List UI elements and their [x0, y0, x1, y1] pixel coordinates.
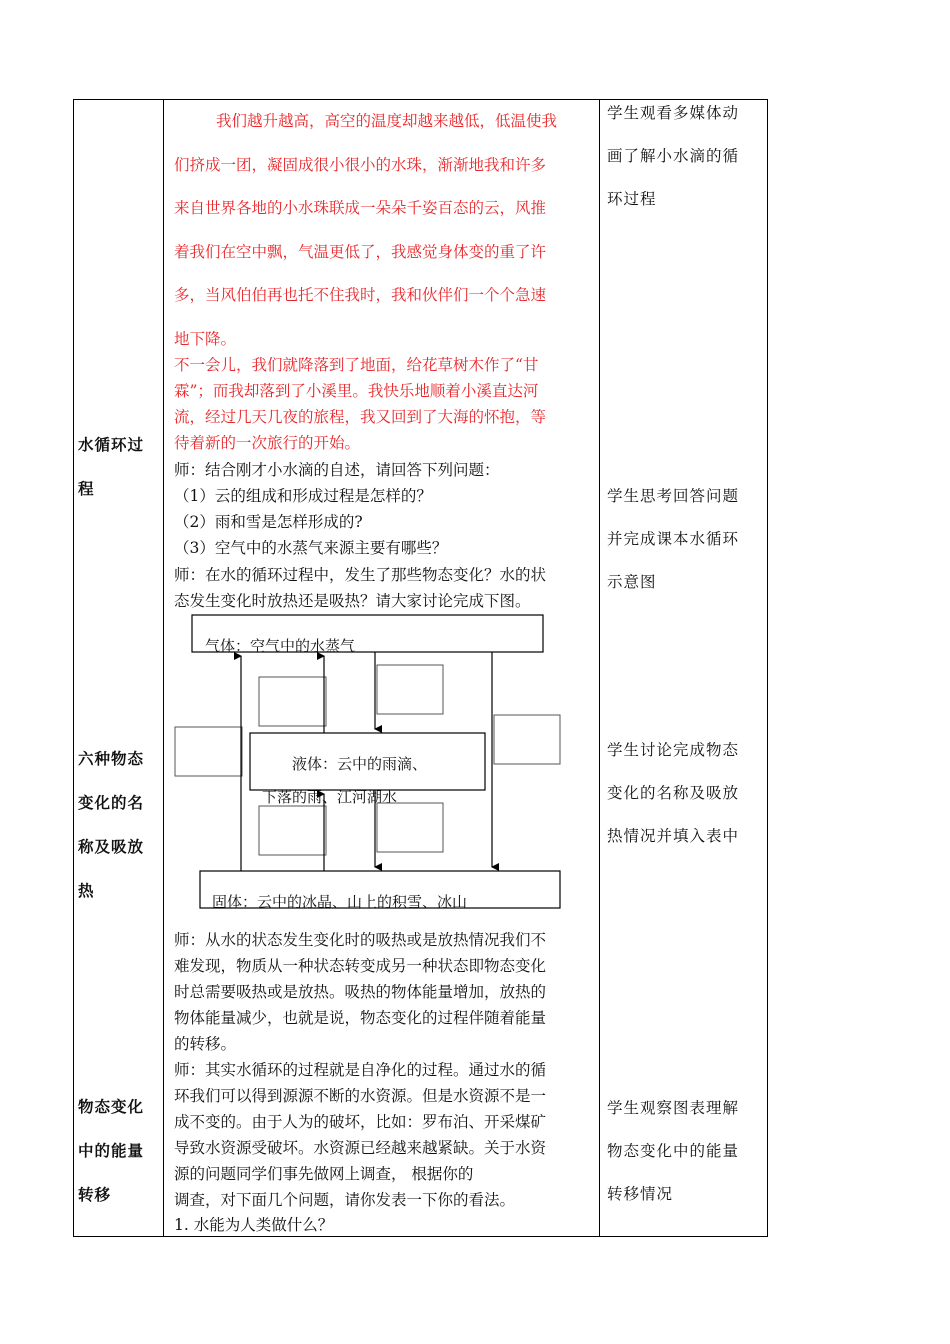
answer-blank-box	[377, 665, 443, 714]
answer-blank-box	[259, 806, 326, 855]
text-line: 成不变的。由于人为的破坏，比如：罗布泊、开采煤矿	[174, 1113, 547, 1131]
gas-label: 气体：空气中的水蒸气	[205, 637, 356, 655]
label-energy-transfer	[78, 1085, 162, 1217]
note-line: 学生观察图表理解	[607, 1099, 740, 1117]
question-2: （2）雨和雪是怎样形成的?	[174, 513, 363, 531]
text-line: 态发生变化时放热还是吸热？请大家讨论完成下图。	[174, 592, 531, 610]
table-column-divider-2	[599, 99, 600, 1237]
text-line: 环我们可以得到源源不断的水资源。但是水资源不是一	[174, 1087, 547, 1105]
story-line: 霖”；而我却落到了小溪里。我快乐地顺着小溪直达河	[174, 382, 539, 400]
note-line: 环过程	[607, 190, 657, 208]
label-line: 六种物态	[78, 749, 145, 768]
story-line: 们挤成一团，凝固成很小很小的水珠，渐渐地我和许多	[174, 155, 547, 174]
story-line: 流，经过几天几夜的旅程，我又回到了大海的怀抱，等	[174, 408, 547, 426]
label-line: 称及吸放	[78, 837, 145, 856]
story-line: 待着新的一次旅行的开始。	[174, 434, 361, 452]
table-border-right	[767, 99, 768, 1237]
story-line: 来自世界各地的小水珠联成一朵朵千姿百态的云，风推	[174, 199, 547, 217]
liquid-label-line-2: 下落的雨、江河湖水	[262, 788, 398, 806]
table-column-divider-1	[163, 99, 164, 1237]
answer-blank-box	[377, 803, 443, 852]
label-line: 中的能量	[78, 1141, 145, 1160]
teacher-resource	[174, 1057, 594, 1213]
text-line: 调查，对下面几个问题，请你发表一下你的看法。	[174, 1191, 516, 1209]
label-water-cycle	[78, 423, 162, 511]
solid-label: 固体：云中的冰晶、山上的积雪、冰山	[212, 893, 468, 911]
question-item-1: 1. 水能为人类做什么？	[174, 1216, 334, 1234]
story-line: 我们越升越高，高空的温度却越来越低，低温使我	[216, 112, 558, 130]
text-line: 的转移。	[174, 1035, 237, 1053]
label-line: 变化的名	[78, 793, 145, 812]
story-line: 多，当风伯伯再也托不住我时，我和伙伴们一个个急速	[174, 286, 547, 304]
story-paragraph-2	[174, 352, 594, 456]
note-line: 画了解小水滴的循	[607, 147, 740, 165]
text-line: 师：在水的循环过程中，发生了那些物态变化？水的状	[174, 566, 547, 584]
teacher-summary	[174, 927, 594, 1057]
story-line: 地下降。	[174, 329, 237, 348]
note-line: 学生思考回答问题	[607, 487, 740, 505]
label-line: 转移	[78, 1185, 112, 1204]
label-line: 热	[78, 881, 95, 900]
student-note-4	[607, 1087, 763, 1216]
text-line: 师：从水的状态发生变化时的吸热或是放热情况我们不	[174, 931, 547, 949]
gas-box	[192, 615, 543, 652]
answer-blank-box	[259, 677, 326, 726]
text-line: 难发现，物质从一种状态转变成另一种状态即物态变化	[174, 957, 547, 975]
student-note-1	[607, 92, 763, 221]
answer-blank-box	[494, 715, 560, 764]
note-line: 热情况并填入表中	[607, 827, 740, 845]
note-line: 转移情况	[607, 1185, 674, 1203]
note-line: 示意图	[607, 573, 657, 591]
story-line: 不一会儿，我们就降落到了地面，给花草树木作了“甘	[174, 356, 539, 374]
label-six-changes	[78, 737, 162, 913]
label-line: 程	[78, 479, 95, 498]
question-1: （1）云的组成和形成过程是怎样的？	[174, 487, 432, 505]
teacher-discuss	[174, 562, 594, 614]
table-border-left	[73, 99, 74, 1237]
student-note-3	[607, 729, 763, 858]
note-line: 并完成课本水循环	[607, 530, 740, 548]
text-line: 物体能量减少，也就是说，物态变化的过程伴随着能量	[174, 1009, 547, 1027]
text-line: 源的问题同学们事先做网上调查， 根据你的	[174, 1165, 474, 1183]
question-3: （3）空气中的水蒸气来源主要有哪些？	[174, 539, 448, 557]
text-line: 师：其实水循环的过程就是自净化的过程。通过水的循	[174, 1061, 547, 1079]
note-line: 学生观看多媒体动	[607, 104, 740, 122]
story-paragraph-1	[174, 100, 594, 361]
text-line: 时总需要吸热或是放热。吸热的物体能量增加，放热的	[174, 983, 547, 1001]
label-line: 物态变化	[78, 1097, 145, 1116]
liquid-label-line-1: 液体：云中的雨滴、	[292, 755, 428, 773]
liquid-box	[250, 733, 485, 790]
note-line: 变化的名称及吸放	[607, 784, 740, 802]
text-line: 导致水资源受破坏。水资源已经越来越紧缺。关于水资	[174, 1139, 547, 1157]
note-line: 学生讨论完成物态	[607, 741, 740, 759]
note-line: 物态变化中的能量	[607, 1142, 740, 1160]
student-note-2	[607, 475, 763, 604]
label-line: 水循环过	[78, 435, 145, 454]
answer-blank-box	[175, 727, 242, 776]
table-border-bottom	[73, 1236, 768, 1237]
solid-box	[200, 871, 560, 908]
teacher-intro: 师：结合刚才小水滴的自述，请回答下列问题：	[174, 461, 500, 479]
story-line: 着我们在空中飘，气温更低了，我感觉身体变的重了许	[174, 242, 547, 261]
